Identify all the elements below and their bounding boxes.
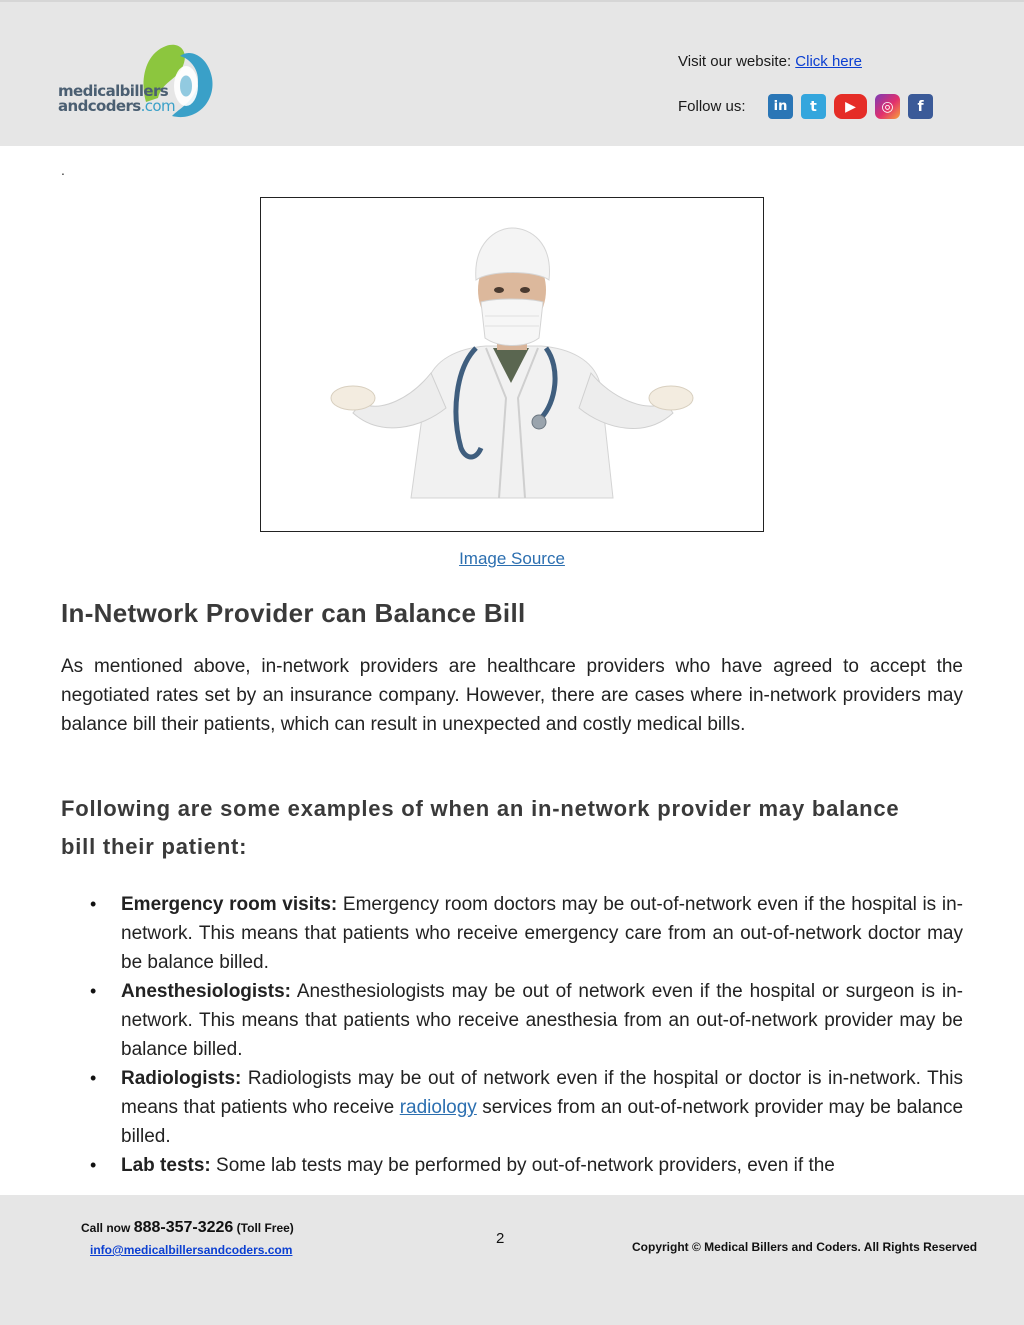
- call-now-line: [81, 1219, 294, 1237]
- list-item-term: Lab tests:: [121, 1155, 211, 1176]
- follow-us-label: Follow us:: [678, 98, 746, 115]
- visit-label: Visit our website:: [678, 53, 792, 70]
- social-links: [768, 94, 933, 119]
- article-title: In-Network Provider can Balance Bill: [61, 598, 526, 628]
- click-here-link[interactable]: Click here: [795, 53, 862, 70]
- list-item-text: Anesthesiologists may be out of network even if the hospital or surgeon is in-network. This means that patients who receive anesthesia from an out-of-network provider may be balance billed.: [121, 981, 963, 1060]
- list-item-term: Radiologists:: [121, 1068, 242, 1089]
- intro-paragraph: As mentioned above, in-network providers are healthcare providers who have agreed to accept the negotiated rates set by an insurance company. However, there are cases where in-network providers may balance bill their patients, which can result in unexpected and costly medical bills.: [61, 656, 963, 735]
- copyright-notice: Copyright © Medical Billers and Coders. All Rights Reserved: [632, 1240, 978, 1254]
- stray-period: .: [61, 162, 65, 178]
- site-logo[interactable]: [58, 42, 218, 124]
- list-item: [121, 890, 963, 977]
- twitter-icon[interactable]: t: [801, 94, 826, 119]
- call-prefix: Call now: [81, 1221, 131, 1235]
- examples-subheading: Following are some examples of when an in-network provider may balance bill their patient:: [61, 796, 900, 859]
- youtube-icon[interactable]: ▶: [834, 94, 867, 119]
- image-source-link[interactable]: Image Source: [459, 549, 565, 568]
- radiology-link[interactable]: radiology: [399, 1097, 477, 1118]
- page-footer: [0, 1195, 1024, 1325]
- list-item-text: Some lab tests may be performed by out-of-network providers, even if the: [210, 1155, 835, 1176]
- list-item: [121, 1064, 963, 1151]
- email-line: [90, 1243, 292, 1257]
- list-item: [121, 1151, 963, 1180]
- logo-wordmark: medicalbillers andcoders.com: [58, 82, 175, 115]
- visit-website-line: [678, 53, 862, 70]
- image-source-caption: [0, 549, 1024, 569]
- list-item-term: Emergency room visits:: [121, 894, 338, 915]
- toll-free-label: (Toll Free): [236, 1221, 294, 1235]
- linkedin-icon[interactable]: in: [768, 94, 793, 119]
- instagram-icon[interactable]: ◎: [875, 94, 900, 119]
- doctor-illustration: [261, 198, 762, 530]
- list-item-text: Radiologists may be out of network even if the hospital or doctor is in-network. This means that patients who receive: [121, 1068, 963, 1118]
- facebook-icon[interactable]: f: [908, 94, 933, 119]
- list-item-text: Emergency room doctors may be out-of-network even if the hospital is in-network. This means that patients who receive emergency care from an out-of-network doctor may be balance billed.: [121, 894, 963, 973]
- list-item: [121, 977, 963, 1064]
- email-link[interactable]: info@medicalbillersandcoders.com: [90, 1243, 293, 1257]
- phone-number[interactable]: 888-357-3226: [133, 1219, 234, 1236]
- list-item-term: Anesthesiologists:: [121, 981, 291, 1002]
- doctor-shrugging-photo: [260, 197, 764, 532]
- page-header: [0, 0, 1024, 146]
- list-item-text: services from an out-of-network provider may be balance billed.: [121, 1097, 964, 1147]
- examples-list: [121, 890, 963, 1180]
- page-number: 2: [496, 1230, 505, 1247]
